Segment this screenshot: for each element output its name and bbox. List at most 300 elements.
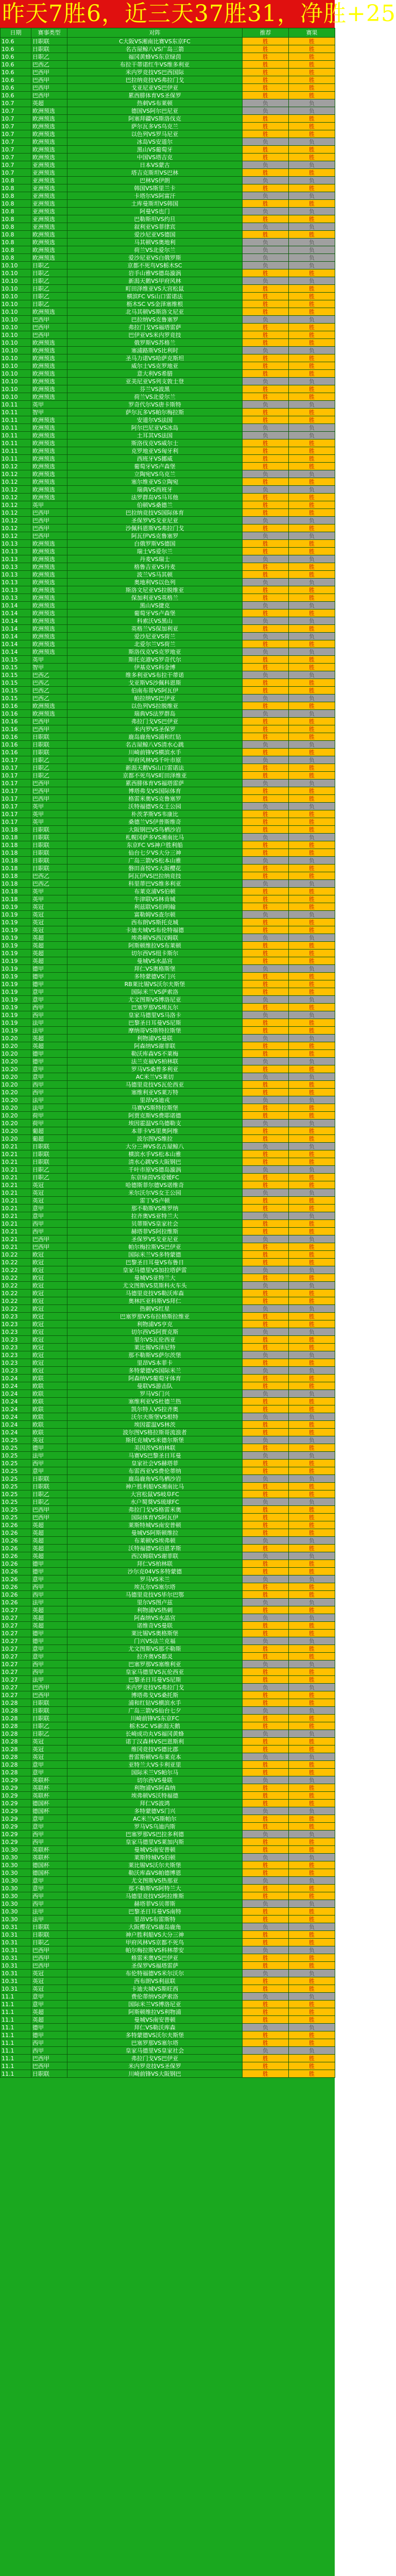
- row-recommend: 胜: [243, 1529, 289, 1537]
- row-result: 负: [289, 532, 335, 540]
- row-league: 巴西甲: [31, 2062, 67, 2070]
- row-league: 日职联: [31, 1931, 67, 1939]
- row-match: 马德里竞技VS毕尔巴鄂: [67, 1591, 243, 1599]
- table-row: [1, 277, 335, 285]
- row-league: 英甲: [31, 888, 67, 895]
- row-result: 胜: [289, 1027, 335, 1035]
- row-league: 英冠: [31, 1753, 67, 1761]
- row-result: 胜: [289, 308, 335, 316]
- row-league: 意甲: [31, 1815, 67, 1823]
- row-league: 欧洲预选: [31, 609, 67, 617]
- row-match: C大阪VS湘南比赛VS东京FC: [67, 38, 243, 45]
- row-league: 巴西乙: [31, 687, 67, 694]
- table-row: [1, 957, 335, 965]
- row-recommend: 负: [243, 177, 289, 184]
- table-row: [1, 223, 335, 231]
- row-date: 11.1: [1, 2039, 31, 2047]
- table-row: [1, 1243, 335, 1251]
- row-match: 荷兰VS北爱尔兰: [67, 393, 243, 401]
- row-result: 负: [289, 1328, 335, 1336]
- row-result: 负: [289, 1073, 335, 1081]
- row-date: 10.21: [1, 1189, 31, 1197]
- row-result: 负: [289, 1537, 335, 1545]
- row-league: 西甲: [31, 1011, 67, 1019]
- row-date: 10.8: [1, 246, 31, 254]
- row-match: 马德里竞技VS阿拉维斯: [67, 1892, 243, 1900]
- row-recommend: 胜: [243, 308, 289, 316]
- row-result: 负: [289, 378, 335, 385]
- row-result: 负: [289, 1235, 335, 1243]
- row-recommend: 胜: [243, 702, 289, 710]
- row-match: 累西腓体育VS圣保罗: [67, 92, 243, 99]
- row-recommend: 胜: [243, 362, 289, 370]
- row-date: 10.11: [1, 409, 31, 416]
- table-row: [1, 671, 335, 679]
- row-date: 10.14: [1, 633, 31, 640]
- row-recommend: 负: [243, 1351, 289, 1359]
- row-date: 10.25: [1, 1444, 31, 1452]
- row-date: 10.19: [1, 988, 31, 996]
- row-league: 欧冠: [31, 1274, 67, 1282]
- row-league: 巴西甲: [31, 795, 67, 803]
- row-recommend: 负: [243, 208, 289, 215]
- row-recommend: 胜: [243, 1885, 289, 1892]
- row-date: 10.16: [1, 710, 31, 718]
- row-league: 欧洲预选: [31, 308, 67, 316]
- row-match: 爱沙尼亚VS白俄罗斯: [67, 254, 243, 262]
- row-date: 10.21: [1, 1158, 31, 1166]
- row-recommend: 胜: [243, 1490, 289, 1498]
- row-result: 胜: [289, 1050, 335, 1058]
- row-league: 西甲: [31, 2039, 67, 2047]
- table-row: [1, 834, 335, 841]
- table-row: [1, 1869, 335, 1877]
- row-recommend: 胜: [243, 1784, 289, 1792]
- row-league: 巴西甲: [31, 2055, 67, 2062]
- row-league: 欧洲预选: [31, 239, 67, 246]
- row-recommend: 胜: [243, 818, 289, 826]
- row-recommend: 胜: [243, 1908, 289, 1916]
- row-recommend: 负: [243, 1970, 289, 1977]
- row-league: 西甲: [31, 1900, 67, 1908]
- row-match: 土库曼斯坦VS韩国: [67, 200, 243, 208]
- table-row: [1, 1954, 335, 1962]
- table-row: [1, 656, 335, 664]
- row-match: 利物浦VS亨克: [67, 1320, 243, 1328]
- row-recommend: 胜: [243, 447, 289, 455]
- row-result: 胜: [289, 339, 335, 347]
- row-date: 10.7: [1, 99, 31, 107]
- table-header-row: [1, 28, 335, 38]
- row-result: 负: [289, 1753, 335, 1761]
- row-date: 10.8: [1, 184, 31, 192]
- table-row: [1, 1274, 335, 1282]
- row-recommend: 胜: [243, 1916, 289, 1923]
- table-row: [1, 362, 335, 370]
- row-league: 法甲: [31, 1027, 67, 1035]
- row-recommend: 胜: [243, 687, 289, 694]
- row-result: 胜: [289, 1483, 335, 1490]
- row-recommend: 胜: [243, 1560, 289, 1568]
- row-league: 德国杯: [31, 1861, 67, 1869]
- row-recommend: 负: [243, 671, 289, 679]
- row-league: 欧洲预选: [31, 579, 67, 586]
- row-league: 欧冠: [31, 1320, 67, 1328]
- row-match: 曼城VS南安普顿: [67, 1846, 243, 1854]
- row-recommend: 胜: [243, 2001, 289, 2008]
- table-row: [1, 2016, 335, 2024]
- row-match: 阿贾克斯VS费耶诺德: [67, 1112, 243, 1120]
- row-match: 萨尔瓦多VS乌克兰: [67, 123, 243, 130]
- row-league: 欧洲预选: [31, 447, 67, 455]
- table-row: [1, 1946, 335, 1954]
- row-recommend: 负: [243, 694, 289, 702]
- row-result: 负: [289, 246, 335, 254]
- table-row: [1, 826, 335, 834]
- row-league: 日职联: [31, 1699, 67, 1707]
- row-match: 白俄罗斯VS德国: [67, 540, 243, 548]
- row-result: 胜: [289, 1792, 335, 1800]
- row-match: 皇家马德里VS瓦伦西亚: [67, 1668, 243, 1676]
- row-result: 胜: [289, 1467, 335, 1475]
- table-row: [1, 2070, 335, 2078]
- row-league: 巴西甲: [31, 1962, 67, 1970]
- row-result: 胜: [289, 1676, 335, 1684]
- row-result: 胜: [289, 1931, 335, 1939]
- row-date: 10.19: [1, 942, 31, 950]
- row-match: 北马其顿VS斯洛文尼亚: [67, 308, 243, 316]
- row-match: 皇家马德里VS莱加内斯: [67, 1838, 243, 1846]
- table-row: [1, 494, 335, 501]
- row-result: 负: [289, 316, 335, 324]
- row-result: 胜: [289, 509, 335, 517]
- row-league: 欧联: [31, 1405, 67, 1413]
- row-league: 英超: [31, 1622, 67, 1630]
- row-date: 10.12: [1, 517, 31, 524]
- table-row: [1, 1684, 335, 1691]
- row-league: 欧冠: [31, 1305, 67, 1313]
- row-match: 斯洛文尼亚VS拉脱维亚: [67, 586, 243, 594]
- row-league: 英甲: [31, 656, 67, 664]
- row-match: 阿塞拜疆VS斯洛伐克: [67, 115, 243, 123]
- row-match: 多特蒙德VS沃尔夫斯堡: [67, 2031, 243, 2039]
- row-recommend: 负: [243, 1189, 289, 1197]
- row-date: 10.20: [1, 1065, 31, 1073]
- row-date: 10.8: [1, 239, 31, 246]
- table-row: [1, 1382, 335, 1390]
- table-row: [1, 1715, 335, 1722]
- row-date: 10.29: [1, 1823, 31, 1831]
- row-result: 胜: [289, 1745, 335, 1753]
- row-match: 富勒姆VS查尔顿: [67, 911, 243, 919]
- row-date: 10.12: [1, 470, 31, 478]
- row-result: 负: [289, 996, 335, 1004]
- row-recommend: 胜: [243, 787, 289, 795]
- row-recommend: 胜: [243, 1174, 289, 1181]
- table-row: [1, 138, 335, 146]
- row-recommend: 胜: [243, 1313, 289, 1320]
- row-result: 胜: [289, 1042, 335, 1050]
- row-recommend: 胜: [243, 123, 289, 130]
- row-match: 皇家社会VS赫塔菲: [67, 1460, 243, 1467]
- row-match: 拜仁VS波鸿: [67, 1800, 243, 1807]
- row-match: 埃因霍温VS林茨: [67, 1421, 243, 1429]
- row-match: 水户蜀葵VS琉球FC: [67, 1498, 243, 1506]
- row-league: 意甲: [31, 1467, 67, 1475]
- table-row: [1, 1560, 335, 1568]
- row-recommend: 胜: [243, 1297, 289, 1305]
- row-date: 10.30: [1, 1854, 31, 1861]
- row-recommend: 胜: [243, 841, 289, 849]
- row-date: 10.17: [1, 764, 31, 772]
- table-row: [1, 571, 335, 579]
- table-row: [1, 1985, 335, 1993]
- row-date: 10.13: [1, 563, 31, 571]
- row-date: 10.19: [1, 1004, 31, 1011]
- row-date: 10.7: [1, 138, 31, 146]
- row-match: 巴塞罗那VS布拉格斯拉维亚: [67, 1313, 243, 1320]
- row-date: 10.21: [1, 1243, 31, 1251]
- row-recommend: 胜: [243, 416, 289, 424]
- row-league: 德甲: [31, 1637, 67, 1645]
- table-row: [1, 1081, 335, 1089]
- row-recommend: 胜: [243, 725, 289, 733]
- row-league: 日职联: [31, 1483, 67, 1490]
- row-result: 负: [289, 1707, 335, 1715]
- row-recommend: 负: [243, 161, 289, 169]
- table-row: [1, 1537, 335, 1545]
- row-match: 本菲卡VS里奥阿维: [67, 1127, 243, 1135]
- row-league: 欧冠: [31, 1359, 67, 1367]
- row-match: 斯洛伐克VS克罗地亚: [67, 648, 243, 656]
- row-match: 多特蒙德VS门兴: [67, 1807, 243, 1815]
- row-recommend: 胜: [243, 1985, 289, 1993]
- table-row: [1, 524, 335, 532]
- row-date: 10.17: [1, 779, 31, 787]
- row-result: 胜: [289, 293, 335, 300]
- row-date: 10.11: [1, 424, 31, 432]
- row-league: 法甲: [31, 1916, 67, 1923]
- row-recommend: 胜: [243, 115, 289, 123]
- table-row: [1, 1854, 335, 1861]
- table-row: [1, 1575, 335, 1583]
- row-date: 10.27: [1, 1691, 31, 1699]
- row-match: 沃特福德VS伯恩茅斯: [67, 1545, 243, 1552]
- table-row: [1, 455, 335, 463]
- row-result: 胜: [289, 524, 335, 532]
- row-recommend: 胜: [243, 656, 289, 664]
- row-result: 胜: [289, 1560, 335, 1568]
- row-league: 英超: [31, 1545, 67, 1552]
- row-recommend: 胜: [243, 1429, 289, 1436]
- table-row: [1, 1769, 335, 1776]
- row-league: 欧冠: [31, 1336, 67, 1344]
- row-recommend: 胜: [243, 1127, 289, 1135]
- row-date: 10.25: [1, 1514, 31, 1521]
- row-date: 10.27: [1, 1637, 31, 1645]
- row-result: 负: [289, 1452, 335, 1460]
- row-result: 胜: [289, 2062, 335, 2070]
- row-league: 英甲: [31, 803, 67, 810]
- table-row: [1, 169, 335, 177]
- row-league: 意甲: [31, 1065, 67, 1073]
- row-league: 西甲: [31, 1668, 67, 1676]
- row-date: 10.26: [1, 1591, 31, 1599]
- row-recommend: 胜: [243, 1344, 289, 1351]
- row-match: 爱沙尼亚VS德国: [67, 231, 243, 239]
- row-league: 亚洲预选: [31, 215, 67, 223]
- row-result: 胜: [289, 1251, 335, 1259]
- row-match: 亚美尼亚VS列支敦士登: [67, 378, 243, 385]
- row-date: 10.15: [1, 656, 31, 664]
- row-match: 贝蒂斯VS皇家社会: [67, 1220, 243, 1228]
- row-date: 10.7: [1, 154, 31, 161]
- row-date: 10.16: [1, 725, 31, 733]
- table-row: [1, 1421, 335, 1429]
- table-row: [1, 1143, 335, 1150]
- table-row: [1, 1197, 335, 1205]
- row-match: 莱比锡VS奥格斯堡: [67, 1630, 243, 1637]
- row-recommend: 胜: [243, 586, 289, 594]
- row-date: 10.14: [1, 640, 31, 648]
- row-recommend: 胜: [243, 215, 289, 223]
- table-row: [1, 1320, 335, 1328]
- table-row: [1, 1637, 335, 1645]
- row-date: 10.17: [1, 787, 31, 795]
- row-recommend: 胜: [243, 370, 289, 378]
- row-date: 10.31: [1, 1977, 31, 1985]
- row-league: 亚洲预选: [31, 200, 67, 208]
- row-match: 布雷西亚VS费伦蒂纳: [67, 1467, 243, 1475]
- row-result: 胜: [289, 385, 335, 393]
- row-date: 10.23: [1, 1320, 31, 1328]
- row-result: 负: [289, 1660, 335, 1668]
- row-date: 11.1: [1, 1993, 31, 2001]
- row-result: 胜: [289, 664, 335, 671]
- row-result: 胜: [289, 1104, 335, 1112]
- row-match: 埃因霍温VS乌德勒支: [67, 1120, 243, 1127]
- row-recommend: 胜: [243, 973, 289, 980]
- row-result: 负: [289, 633, 335, 640]
- row-recommend: 胜: [243, 76, 289, 84]
- row-league: 西甲: [31, 1591, 67, 1599]
- row-date: 11.1: [1, 2001, 31, 2008]
- row-date: 10.8: [1, 192, 31, 200]
- row-result: 胜: [289, 1421, 335, 1429]
- row-match: 格雷米奥VS克鲁塞罗: [67, 795, 243, 803]
- row-league: 日职联: [31, 1923, 67, 1931]
- row-league: 亚洲预选: [31, 177, 67, 184]
- table-row: [1, 1359, 335, 1367]
- row-date: 10.30: [1, 1908, 31, 1916]
- row-date: 10.6: [1, 53, 31, 61]
- table-row: [1, 2055, 335, 2062]
- table-row: [1, 1831, 335, 1838]
- row-league: 欧洲预选: [31, 439, 67, 447]
- row-date: 10.22: [1, 1297, 31, 1305]
- row-recommend: 胜: [243, 988, 289, 996]
- row-date: 10.16: [1, 733, 31, 741]
- row-result: 负: [289, 1552, 335, 1560]
- row-league: 巴西乙: [31, 880, 67, 888]
- row-recommend: 胜: [243, 1382, 289, 1390]
- table-row: [1, 1962, 335, 1970]
- row-match: 卡迪夫城VS布伦特福德: [67, 926, 243, 934]
- table-row: [1, 633, 335, 640]
- row-league: 欧洲预选: [31, 494, 67, 501]
- row-result: 负: [289, 710, 335, 718]
- row-match: 立陶宛VS乌克兰: [67, 470, 243, 478]
- row-result: 负: [289, 1096, 335, 1104]
- row-result: 胜: [289, 324, 335, 331]
- table-row: [1, 888, 335, 895]
- row-match: 布伦特福德VS米尔沃尔: [67, 1970, 243, 1977]
- row-match: 波兰VS马其顿: [67, 571, 243, 579]
- row-league: 英超: [31, 1035, 67, 1042]
- table-row: [1, 2047, 335, 2055]
- row-result: 负: [289, 1854, 335, 1861]
- row-recommend: 胜: [243, 494, 289, 501]
- row-league: 亚洲预选: [31, 192, 67, 200]
- row-date: 11.1: [1, 2070, 31, 2078]
- row-league: 日职乙: [31, 53, 67, 61]
- table-row: [1, 942, 335, 950]
- table-row: [1, 69, 335, 76]
- row-result: 胜: [289, 772, 335, 779]
- row-date: 10.10: [1, 316, 31, 324]
- row-league: 日职乙: [31, 1174, 67, 1181]
- row-recommend: 胜: [243, 1514, 289, 1521]
- table-row: [1, 1784, 335, 1792]
- table-row: [1, 841, 335, 849]
- row-league: 西甲: [31, 2047, 67, 2055]
- table-row: [1, 1004, 335, 1011]
- row-recommend: 胜: [243, 1274, 289, 1282]
- row-match: 巴黎圣日耳曼VS布鲁日: [67, 1259, 243, 1266]
- row-match: 阿瓦伊VS克鲁塞罗: [67, 532, 243, 540]
- row-league: 德国杯: [31, 1807, 67, 1815]
- row-date: 10.20: [1, 1120, 31, 1127]
- row-date: 10.26: [1, 1560, 31, 1568]
- row-league: 欧联: [31, 1390, 67, 1398]
- table-row: [1, 463, 335, 470]
- row-result: 负: [289, 1351, 335, 1359]
- row-result: 负: [289, 1776, 335, 1784]
- row-match: 米内罗竞技VS巴西国际: [67, 69, 243, 76]
- row-league: 意甲: [31, 1212, 67, 1220]
- table-row: [1, 501, 335, 509]
- row-result: 负: [289, 470, 335, 478]
- row-match: 卡塔尔VS阿富汗: [67, 192, 243, 200]
- row-league: 德甲: [31, 973, 67, 980]
- row-result: 胜: [289, 926, 335, 934]
- row-date: 10.12: [1, 463, 31, 470]
- table-row: [1, 1498, 335, 1506]
- table-row: [1, 1722, 335, 1730]
- row-league: 欧洲预选: [31, 416, 67, 424]
- row-recommend: 负: [243, 1475, 289, 1483]
- table-row: [1, 934, 335, 942]
- row-league: 西甲: [31, 1838, 67, 1846]
- table-row: [1, 439, 335, 447]
- row-match: 鹿岛鹿角VS浦和红钻: [67, 733, 243, 741]
- table-row: [1, 1753, 335, 1761]
- row-match: 土耳其VS法国: [67, 432, 243, 439]
- row-league: 巴西甲: [31, 787, 67, 795]
- row-result: 负: [289, 555, 335, 563]
- row-date: 10.18: [1, 841, 31, 849]
- row-recommend: 胜: [243, 1869, 289, 1877]
